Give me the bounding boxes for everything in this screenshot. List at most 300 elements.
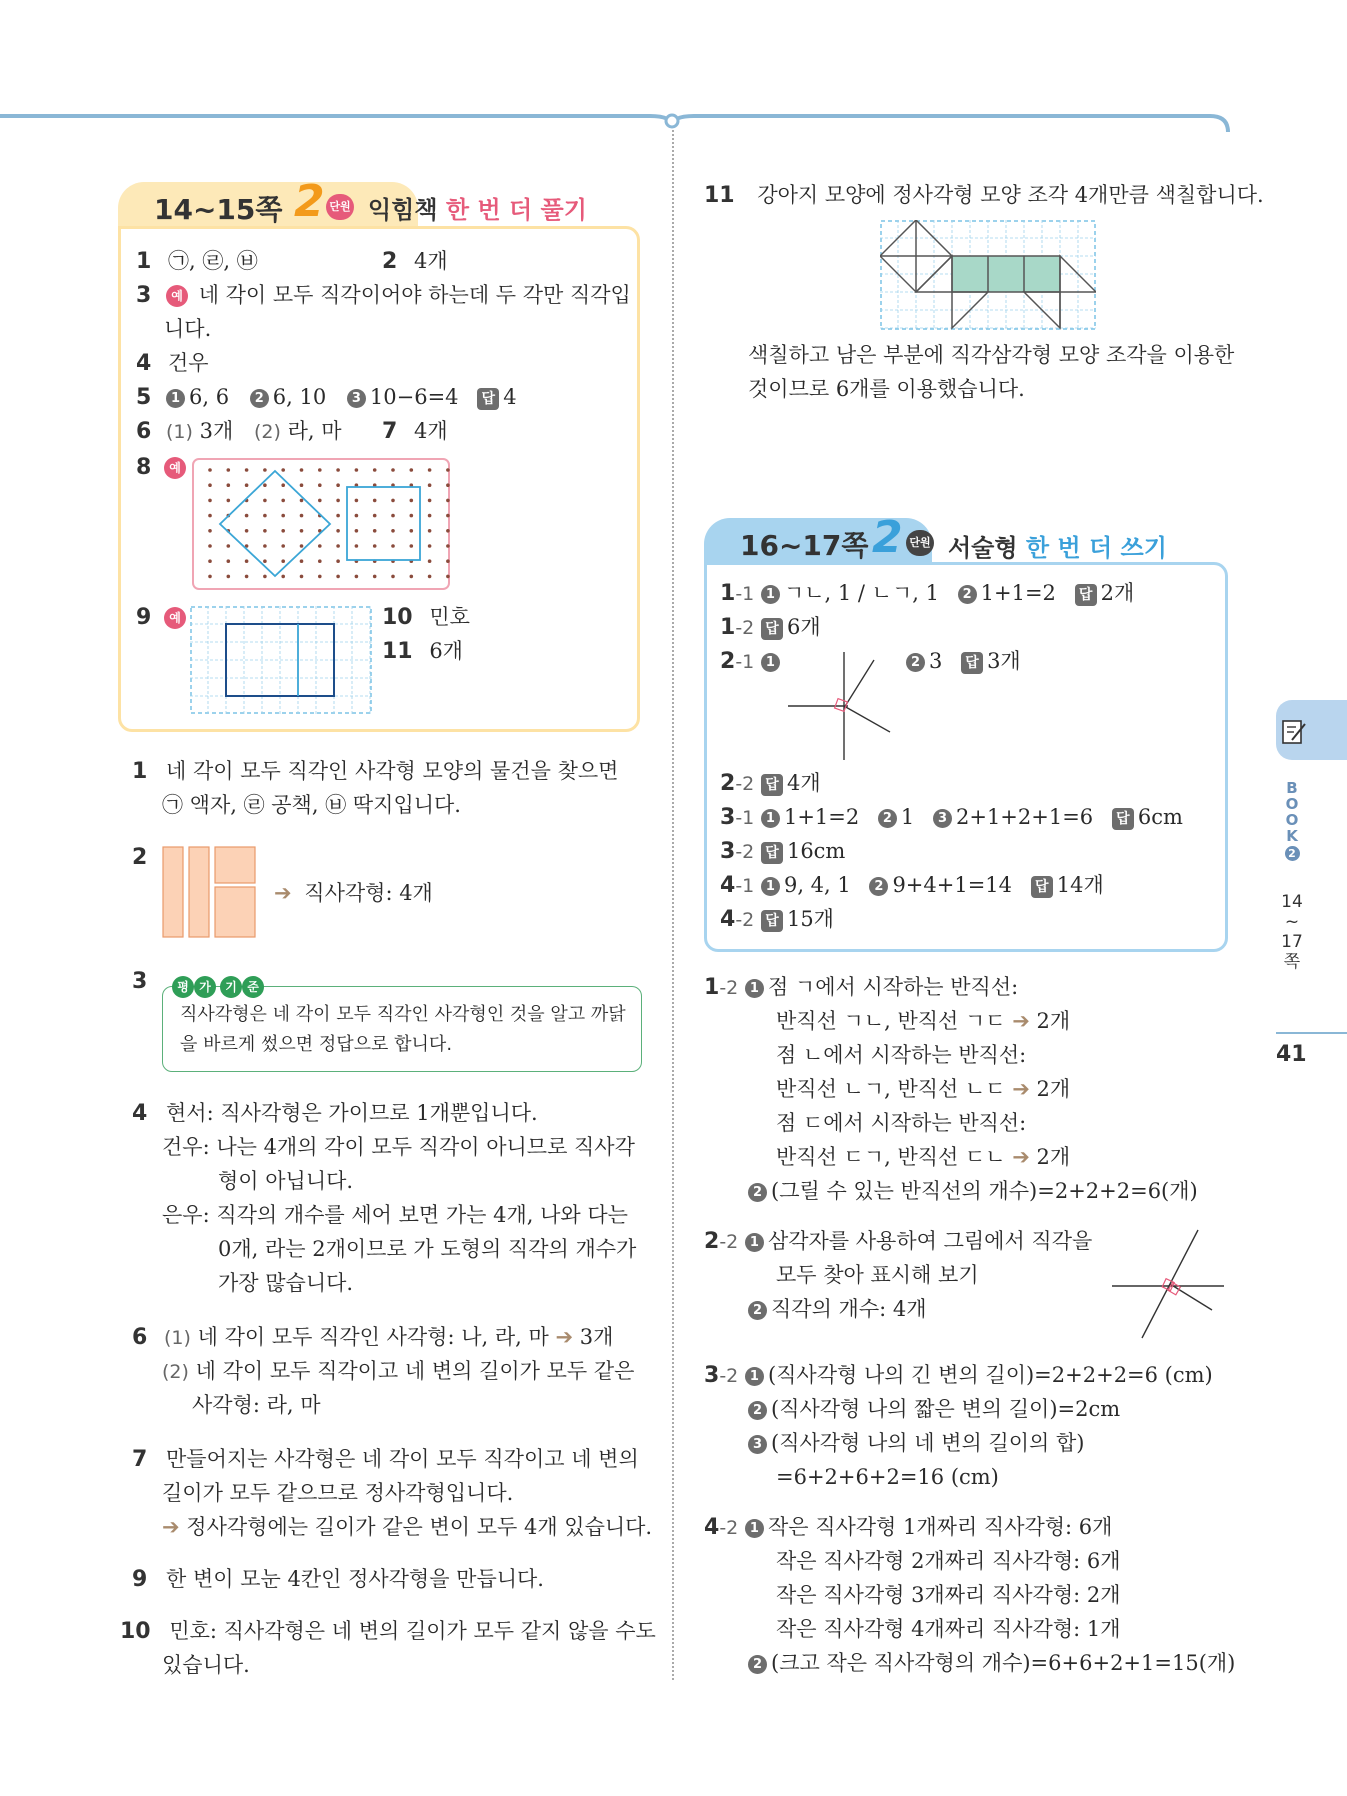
geoboard-dot [318,499,322,503]
geoboard-dot [355,544,359,548]
page-number: 41 [1276,1042,1307,1067]
grid-square-figure [190,606,372,714]
answer-6-num: 6 [136,419,152,444]
explanation-4 [132,1098,538,1129]
answer-2-text: 4개 [414,249,448,273]
arrow-icon: ➔ [162,1515,180,1539]
explanation-4-line3: 형이 아닙니다. [218,1169,354,1193]
geoboard-dot [446,544,450,548]
explanation-7 [132,1444,639,1475]
page-range-vertical [1278,892,1306,972]
expl-num: 2 [704,1229,720,1254]
geoboard-dot [446,529,450,533]
answer-final: 3개 [987,649,1021,673]
expl-line: 작은 직사각형 1개짜리 직사각형: 6개 [767,1515,1113,1539]
answer-badge: 답 [761,618,783,640]
expl-line: =6+2+6+2=16 (cm) [776,1465,999,1489]
answer-step1: 1+1=2 [783,805,860,829]
badge-char: 가 [194,976,216,998]
expl-line: 직각의 개수: 4개 [771,1297,927,1321]
badge-char: 평 [172,976,194,998]
right-page-range: 16~17쪽 [740,529,869,562]
answer-badge: 답 [477,388,499,410]
expl-sub: -2 [719,1231,739,1253]
geoboard-dot [300,468,304,472]
geoboard-dot [336,544,340,548]
step-2-badge: 2 [869,877,888,896]
right-expl-3-2-l3 [748,1428,1084,1458]
answer-final: 6개 [786,615,821,639]
answer-4-num: 4 [136,351,152,376]
explanation-9-line1: 한 변이 모눈 4칸인 정사각형을 만듭니다. [166,1567,544,1591]
answer-sub: -1 [735,875,755,897]
answer-badge: 답 [1112,808,1134,830]
expl-line: 모두 찾아 표시해 보기 [776,1263,979,1287]
answer-11-num: 11 [382,639,413,664]
answer-step2: 9+4+1=14 [892,873,1013,897]
answer-5-final: 4 [503,385,517,409]
geoboard-dot [300,514,304,518]
right-title-c: 쓰기 [1120,534,1167,562]
answer-final: 6cm [1137,805,1183,829]
geoboard-dot [227,575,231,579]
geoboard-dot [245,575,249,579]
answer-4 [136,348,209,379]
answer-badge: 답 [761,910,783,932]
book-label [1282,780,1302,861]
geoboard-dot [263,575,267,579]
answer-num: 2 [720,649,736,674]
geoboard-dot [336,575,340,579]
answer-sub: -1 [735,807,755,829]
explanation-11-line2: 색칠하고 남은 부분에 직각삼각형 모양 조각을 이용한 [748,343,1235,367]
step-1-badge: 1 [745,1519,764,1538]
example-badge: 예 [164,607,186,629]
geoboard-figure [192,458,450,590]
explanation-4-num: 4 [132,1101,148,1126]
step-1-badge: 1 [745,1367,764,1386]
answer-3 [136,280,631,311]
right-section-header [704,512,932,564]
explanation-2-text: 직사각형: 4개 [304,881,433,905]
answer-sub: -2 [735,841,755,863]
explanation-4-line4: 은우: 직각의 개수를 세어 보면 가는 4개, 나와 다는 [162,1203,628,1227]
answer-9 [136,602,186,633]
answer-3-num: 3 [136,283,152,308]
geoboard-dot [336,499,340,503]
expl-num: 4 [704,1515,720,1540]
geoboard-dot [428,499,432,503]
answer-num: 1 [720,615,736,640]
left-unit-number: 2 [294,176,325,227]
answer-sub: -1 [735,583,755,605]
answer-num: 4 [720,873,736,898]
geoboard-dot [227,468,231,472]
answer-step3: 2+1+2+1=6 [955,805,1094,829]
right-expl-3-2-l2 [748,1394,1120,1424]
geoboard-dot [281,559,285,563]
geoboard-dot [318,575,322,579]
geoboard-dot [208,483,212,487]
answer-badge: 답 [761,842,783,864]
geoboard-dot [318,559,322,563]
geoboard-dot [428,575,432,579]
answer-final: 4개 [786,771,821,795]
explanation-3-number: 3 [132,969,148,994]
right-answer-2-1 [720,646,784,677]
example-badge: 예 [164,457,186,479]
right-expl-1-2 [704,972,1018,1003]
answer-7-num: 7 [382,419,398,444]
geoboard-dot [263,468,267,472]
answer-num: 3 [720,839,736,864]
right-expl-1-2-l7 [748,1176,1198,1206]
geoboard-dot [336,468,340,472]
answer-7-text: 4개 [414,419,448,443]
explanation-1 [132,756,618,787]
answer-10 [382,602,470,633]
geoboard-dot [300,483,304,487]
explanation-1-line1: 네 각이 모두 직각인 사각형 모양의 물건을 찾으면 [166,759,619,783]
expl-num: 3 [704,1363,720,1388]
answer-5-step2: 6, 10 [272,385,327,409]
answer-step1: ㄱㄴ, 1 / ㄴㄱ, 1 [783,581,939,605]
expl-line: 반직선 ㄱㄴ, 반직선 ㄱㄷ [776,1009,1006,1033]
answer-1-text: ㉠, ㉣, ㉥ [168,249,258,273]
expl-line: 반직선 ㄷㄱ, 반직선 ㄷㄴ [776,1145,1006,1169]
geoboard-dot [300,529,304,533]
geoboard-dot [446,499,450,503]
geoboard-dot [208,529,212,533]
step-2-badge: 2 [748,1655,767,1674]
right-answer-4-2 [720,904,834,935]
expl-line: (직사각형 나의 네 변의 길이의 합) [771,1431,1085,1455]
answer-2-num: 2 [382,249,398,274]
geoboard-dot [263,544,267,548]
left-title-b: 한 번 더 [445,196,533,224]
step-1-badge: 1 [761,809,780,828]
book-letter: K [1286,827,1298,845]
geoboard-dot [391,529,395,533]
answer-num: 2 [720,771,736,796]
answer-3-line2: 니다. [164,317,212,341]
geoboard-dot [245,529,249,533]
step-2-badge: 2 [748,1301,767,1320]
right-unit-badge: 단원 [906,530,934,556]
explanation-11-line3: 것이므로 6개를 이용했습니다. [748,377,1025,401]
geoboard-dot [281,575,285,579]
answer-num: 3 [720,805,736,830]
explanation-10-num: 10 [120,1619,151,1644]
answer-badge: 답 [761,774,783,796]
answer-badge: 답 [1075,584,1097,606]
right-expl-4-2 [704,1512,1112,1543]
left-section-title [368,190,587,225]
geoboard-dot [373,468,377,472]
step-3-badge: 3 [933,809,952,828]
answer-5 [136,382,517,413]
explanation-7-line1: 만들어지는 사각형은 네 각이 모두 직각이고 네 변의 [166,1447,639,1471]
answer-step1: 9, 4, 1 [783,873,851,897]
geoboard-dot [208,575,212,579]
explanation-10 [120,1616,656,1647]
step-1-badge: 1 [745,979,764,998]
geoboard-dot [245,468,249,472]
answer-final: 15개 [786,907,834,931]
explanation-2-num [132,842,147,873]
answer-11 [382,636,463,667]
step-2-badge: 2 [748,1401,767,1420]
geoboard-dot [373,499,377,503]
explanation-6-part2 [162,1356,634,1387]
explanation-6-line3: 사각형: 라, 마 [192,1393,321,1417]
right-expl-2-2 [704,1226,1092,1257]
geoboard-dot [446,559,450,563]
right-unit-number: 2 [872,512,903,563]
expl-sub: -2 [719,1365,739,1387]
geoboard-dot [446,514,450,518]
answer-2 [382,246,448,277]
column-divider [672,130,674,1680]
right-answer-3-2 [720,836,845,867]
geoboard-dot [263,483,267,487]
answer-sub: -2 [735,773,755,795]
answer-6-part1: 3개 [199,419,234,443]
answer-5-num: 5 [136,385,152,410]
page-to: 17 [1281,932,1303,952]
explanation-7-line3-wrap [162,1512,652,1542]
explanation-4-line1: 현서: 직사각형은 가이므로 1개뿐입니다. [166,1101,538,1125]
badge-char: 준 [242,976,264,998]
right-title-a: 서술형 [948,534,1018,562]
dog-shape-figure [880,220,1096,330]
geoboard-dot [281,544,285,548]
geoboard-dot [227,483,231,487]
answer-step2: 3 [929,649,943,673]
step-2-badge: 2 [250,389,269,408]
page-number-rule [1276,1032,1347,1034]
answer-sub: -2 [735,617,755,639]
expl-line: 점 ㄱ에서 시작하는 반직선: [767,975,1019,999]
right-title-b: 한 번 더 [1025,534,1113,562]
criteria-line2: 을 바르게 썼으면 정답으로 합니다. [180,1034,453,1055]
answer-sub: -1 [735,651,755,673]
explanation-1-num: 1 [132,759,148,784]
geoboard-dot [428,468,432,472]
answer-11-text: 6개 [429,639,463,663]
explanation-7-line2: 길이가 모두 같으므로 정사각형입니다. [162,1481,514,1505]
geoboard-dot [336,559,340,563]
geoboard-dot [428,483,432,487]
answer-3-line1: 네 각이 모두 직각이어야 하는데 두 각만 직각입 [198,283,631,307]
expl-line: (직사각형 나의 긴 변의 길이)=2+2+2=6 (cm) [767,1363,1213,1387]
geoboard-dot [245,514,249,518]
answer-1-num: 1 [136,249,152,274]
right-expl-3-2 [704,1360,1213,1391]
right-section-title [948,528,1167,563]
geoboard-dot [428,544,432,548]
geoboard-dot [373,514,377,518]
geoboard-dot [263,529,267,533]
geoboard-dot [208,514,212,518]
explanation-10-line1: 민호: 직사각형은 네 변의 길이가 모두 같지 않을 수도 [169,1619,656,1643]
geoboard-dot [208,559,212,563]
geoboard-dot [391,468,395,472]
answer-sub: -2 [735,909,755,931]
geoboard-dot [446,575,450,579]
expl-line: 삼각자를 사용하여 그림에서 직각을 [767,1229,1093,1253]
answer-4-text: 건우 [168,351,209,375]
geoboard-dot [410,514,414,518]
geoboard-dot [336,483,340,487]
step-1-badge: 1 [166,389,185,408]
answer-step2: 1 [900,805,915,829]
geoboard-dot [410,468,414,472]
answer-10-text: 민호 [429,605,470,629]
geoboard-dot [281,468,285,472]
geoboard-dot [428,559,432,563]
geoboard-dot [208,544,212,548]
expl-result: 2개 [1036,1009,1071,1033]
expl-line: 점 ㄴ에서 시작하는 반직선: [776,1043,1027,1067]
geoboard-dot [263,559,267,563]
geoboard-dot [373,575,377,579]
geoboard-dot [355,499,359,503]
badge-char: 기 [220,976,242,998]
book-letter: O [1285,795,1299,813]
answer-step2: 1+1=2 [980,581,1056,605]
arrow-icon: ➔ [274,881,292,905]
right-angle-marked-figure [1108,1228,1228,1340]
geoboard-dot [428,514,432,518]
explanation-11-num: 11 [704,183,735,208]
example-badge: 예 [166,285,188,307]
right-answer-4-1 [720,870,1104,901]
answer-num: 1 [720,581,736,606]
geoboard-dot [281,499,285,503]
part-2-label: (2) [253,421,281,443]
explanation-9 [132,1564,544,1595]
geoboard-dot [391,514,395,518]
expl-line: 반직선 ㄴㄱ, 반직선 ㄴㄷ [776,1077,1006,1101]
geoboard-dot [410,529,414,533]
geoboard-dot [208,499,212,503]
geoboard-dot [355,529,359,533]
explanation-11-line1: 강아지 모양에 정사각형 모양 조각 4개만큼 색칠합니다. [757,183,1264,207]
right-expl-2-2-l3 [748,1294,927,1324]
part-1-label: (1) [166,421,193,443]
expl-line: 작은 직사각형 2개짜리 직사각형: 6개 [776,1549,1121,1573]
arrow-icon: ➔ [555,1325,574,1349]
answer-8 [136,452,186,483]
answer-5-step1: 6, 6 [189,385,230,409]
geoboard-dot [355,575,359,579]
geoboard-dot [245,483,249,487]
geoboard-dot [281,514,285,518]
geoboard-dot [245,559,249,563]
expl-result: 2개 [1036,1077,1071,1101]
geoboard-dot [391,499,395,503]
explanation-6-num: 6 [132,1325,148,1350]
right-expl-4-2-l5 [748,1648,1235,1678]
answer-8-num: 8 [136,455,152,480]
explanation-6-result: 3개 [579,1325,614,1349]
geoboard-dot [227,499,231,503]
explanation-7-line3: 정사각형에는 길이가 같은 변이 모두 4개 있습니다. [186,1515,653,1539]
geoboard-dot [318,483,322,487]
answer-final: 16cm [786,839,846,863]
left-title-c: 풀기 [540,196,587,224]
geoboard-dot [373,529,377,533]
left-page-range: 14~15쪽 [154,193,283,226]
geoboard-dot [300,499,304,503]
geoboard-dot [391,544,395,548]
answer-5-step3: 10−6=4 [369,385,459,409]
page-unit: 쪽 [1283,952,1301,972]
explanation-6-line1: 네 각이 모두 직각인 사각형: 나, 라, 마 [197,1325,549,1349]
answer-final: 2개 [1100,581,1135,605]
ray-angle-figure [784,650,896,762]
page-from: 14 [1281,892,1303,912]
explanation-7-num: 7 [132,1447,148,1472]
right-answer-2-2 [720,768,821,799]
answer-badge: 답 [1031,876,1053,898]
grid-lines [190,606,372,714]
geoboard-dot [300,559,304,563]
geoboard-dot [336,514,340,518]
geoboard-dot [300,544,304,548]
expl-sub: -2 [719,1517,739,1539]
step-1-badge: 1 [745,1233,764,1252]
geoboard-dot [446,483,450,487]
expl-line: 작은 직사각형 4개짜리 직사각형: 1개 [776,1617,1121,1641]
answer-final: 14개 [1056,873,1104,897]
step-3-badge: 3 [748,1435,767,1454]
expl-result: 2개 [1036,1145,1071,1169]
geoboard-dot [336,529,340,533]
answer-num: 4 [720,907,736,932]
geoboard-dot [227,559,231,563]
book-letter: B [1286,779,1298,797]
geoboard-dot [263,514,267,518]
expl-line: 작은 직사각형 3개짜리 직사각형: 2개 [776,1583,1121,1607]
explanation-4-line6: 가장 많습니다. [218,1271,354,1295]
right-expl-1-2-l2 [776,1006,1070,1036]
explanation-6 [132,1322,613,1353]
explanation-9-num: 9 [132,1567,148,1592]
explanation-1-line2: ㉠ 액자, ㉣ 공책, ㉥ 딱지입니다. [162,793,461,817]
expl-line: 점 ㄷ에서 시작하는 반직선: [776,1111,1027,1135]
explanation-2-number: 2 [132,845,148,870]
right-expl-1-2-l6 [776,1142,1070,1172]
geoboard-dot [300,575,304,579]
answer-9-num: 9 [136,605,152,630]
left-title-a: 익힘책 [368,196,438,224]
answer-10-num: 10 [382,605,413,630]
explanation-6-line2: 네 각이 모두 직각이고 네 변의 길이가 모두 같은 [195,1359,635,1383]
expl-sub: -2 [719,977,739,999]
right-answer-1-1 [720,578,1134,609]
step-1-badge: 1 [761,585,780,604]
part-1-label: (1) [164,1327,191,1349]
geoboard-dot [446,468,450,472]
geoboard-dot [410,499,414,503]
book-letter: O [1285,811,1299,829]
arrow-icon: ➔ [1012,1009,1030,1033]
right-answer-2-1-rest [906,646,1021,676]
step-1-badge: 1 [761,877,780,896]
answer-1 [136,246,258,277]
